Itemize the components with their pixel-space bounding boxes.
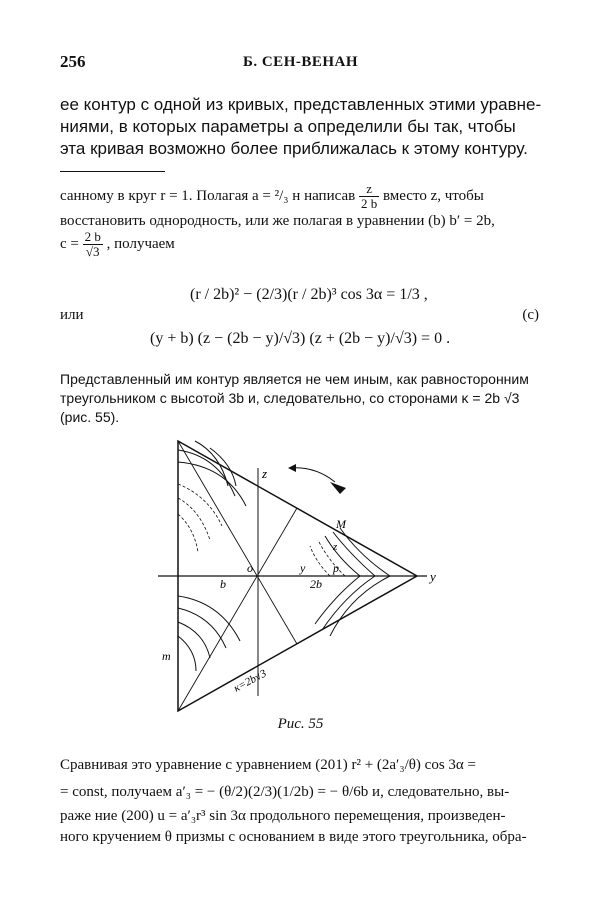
arrowhead-icon (288, 464, 296, 472)
closing-line-4: ного кручением θ призмы с основанием в виде этого треугольника, обра- (60, 829, 527, 845)
footnote-text-1a: санному в круг r = 1. Полагая a = ²/₃ н написав (60, 187, 356, 204)
fraction-z-over-2b: $\frac{z}{2 b}$ (360, 181, 378, 211)
intro-line-1: ее контур с одной из кривых, представленных этими уравне- (60, 95, 542, 114)
equation-tag-c: (c) (522, 307, 539, 323)
equation-2: (y + b) (z − (2b − y)/√3) (z + (2b − y)/√3) = 0 . (150, 330, 451, 347)
rotation-arrow (290, 468, 335, 482)
contour-right (315, 528, 390, 636)
label-m: m (162, 649, 171, 663)
label-y-mid: y (300, 561, 306, 575)
closing-line-2: = const, получаем a′₃ = − (θ/2)(2/3)(1/2b) = − θ/6b и, следовательно, вы- (60, 784, 510, 800)
closing-paragraph (60, 752, 550, 848)
figure-caption: Рис. 55 (277, 716, 324, 732)
equation-1: (r / 2b)² − (2/3)(r / 2b)³ cos 3α = 1/3 , (190, 286, 428, 303)
contour-top-left-dashed (178, 484, 222, 552)
footnote-rule (60, 171, 165, 172)
label-z-axis: z (262, 466, 268, 481)
label-y-axis: y (430, 569, 436, 584)
footnote-line-3: c = $\frac{2 b}{√3}$ , получаем (60, 229, 175, 259)
intro-paragraph (60, 94, 550, 160)
paragraph-2-line-2: треугольником с высотой 3b и, следовательно, со сторонами κ = 2b √3 (60, 390, 520, 406)
label-z-small: z (333, 541, 338, 553)
paragraph-2 (60, 370, 550, 427)
median-1 (178, 441, 297, 644)
paragraph-2-line-1: Представленный им контур является не чем иным, как равносторонним (60, 371, 529, 387)
footnote-line-1 (60, 182, 550, 211)
label-2b: 2b (310, 577, 322, 591)
label-M: M (336, 517, 346, 531)
label-origin: o (247, 561, 253, 575)
figure-55-triangle (150, 436, 450, 716)
intro-line-3: эта кривая возможно более приближалась к этому контуру. (60, 139, 528, 158)
fraction-2b-over-sqrt3: $\frac{2 b}{√3}$ (84, 229, 101, 259)
closing-line-3: раже ние (200) u = a′₃r³ sin 3α продольного перемещения, произведен- (60, 808, 506, 824)
intro-line-2: ниями, в которых параметры a определили бы так, чтобы (60, 117, 516, 136)
page-number: 256 (60, 52, 86, 71)
or-word: или (60, 307, 84, 323)
footnote-text-1b: вместо z, чтобы (382, 187, 484, 204)
label-p: p (333, 561, 339, 575)
paragraph-2-line-3: (рис. 55). (60, 409, 120, 425)
footnote-line-2: восстановить однородность, или же полагая в уравнении (b) b′ = 2b, (60, 213, 495, 229)
contour-right-dashed (310, 540, 345, 576)
contour-bottom-left (178, 596, 240, 671)
running-title: Б. СЕН-ВЕНАН (242, 54, 359, 70)
label-kappa: κ=2b√3 (231, 667, 269, 695)
label-b: b (220, 577, 226, 591)
closing-line-1: Сравнивая это уравнение с уравнением (201) r² + (2a′₃/θ) cos 3α = (60, 757, 476, 773)
arrow-tail-icon (330, 482, 346, 494)
